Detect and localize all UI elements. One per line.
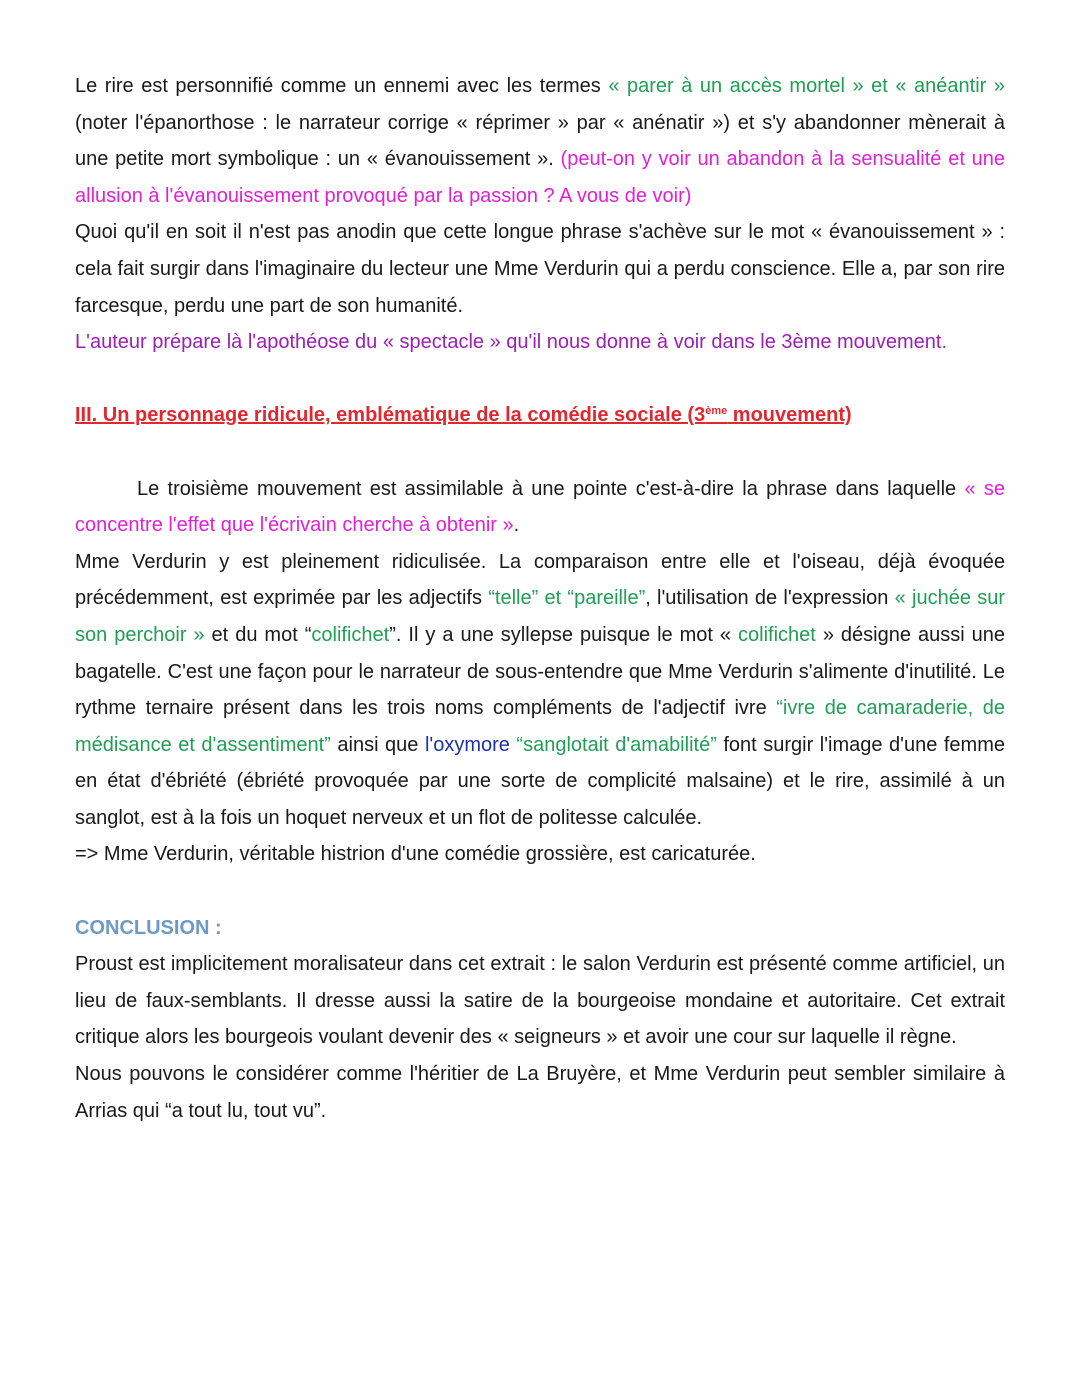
text-run: . [513,514,520,537]
document-page [75,68,1005,1129]
paragraph-pointe [75,471,1005,544]
text-run: et [863,75,896,97]
text-run: ”. Il y a une syllepse puisque le mot « [389,623,739,646]
term-oxymore: l'oxymore [424,733,510,756]
text-run: L'auteur prépare là l'apothéose du [75,331,383,354]
spacer [75,361,1005,398]
quote-spectacle: « spectacle » [382,331,501,354]
heading-main: III. Un personnage ridicule, emblématique de la comédie sociale (3 [75,404,706,427]
text-run: ainsi que [330,733,425,756]
text-run: Le troisième mouvement est assimilable à une pointe c'est-à-dire la phrase dans laquelle [137,477,965,500]
section-heading-text [75,404,852,426]
text-run: font surgir l'image d'une femme en état d'ébriété (ébriété provoquée par une sorte de complicité malsaine) et le rire, assimilé à un sanglot, est à la fois un hoquet nerveux et un flot de politesse calculée. [75,733,1005,829]
spacer [75,873,1005,910]
quote-perchoir: « juchée sur son perchoir » [75,587,1005,646]
text-run: (noter l'épanorthose : le narrateur corrige « réprimer » par « anénatir ») et s'y abandonner mènerait à une petite mort symbolique : un « évanouissement ». [75,111,1005,171]
paragraph-la-bruyere: Nous pouvons le considérer comme l'héritier de La Bruyère, et Mme Verdurin peut sembler similaire à Arrias qui “a tout lu, tout vu”. [75,1063,1005,1122]
quote-colifichet: colifichet [311,623,390,646]
text-run: Le rire est personnifié comme un ennemi avec les termes [75,75,609,97]
paragraph-conclusion: Proust est implicitement moralisateur dans cet extrait : le salon Verdurin est présenté comme artificiel, un lieu de faux-semblants. Il dresse aussi la satire de la bourgeoise mondaine et autoritaire. Cet extrait critique alors les bourgeois voulant devenir des « seigneurs » et avoir une cour sur laquelle il règne. [75,953,1005,1049]
text-run: Mme Verdurin y est pleinement ridiculisée. La comparaison entre elle et l'oiseau, déjà évoquée précédemment, est exprimée par les adjectifs [75,550,1005,610]
quote-sanglotait: “sanglotait d'amabilité” [516,733,717,756]
paragraph-ridicule [75,544,1005,837]
paragraph-histrion: => Mme Verdurin, véritable histrion d'une comédie grossière, est caricaturée. [75,843,756,866]
quote-telle-pareille: “telle” et “pareille” [488,587,646,610]
text-run: et du mot “ [204,623,312,646]
quote-aneantir: « anéantir » [895,75,1005,97]
side-note: (peut-on y voir un abandon à la sensualité et une allusion à l'évanouissement provoqué par la passion ? A vous de voir) [75,148,1005,207]
section-heading [75,397,1005,434]
paragraph-evanouissement: Quoi qu'il en soit il n'est pas anodin que cette longue phrase s'achève sur le mot « évanouissement » : cela fait surgir dans l'imaginaire du lecteur une Mme Verdurin qui a perdu conscience. Elle a, par son rire farcesque, perdu une part de son humanité. [75,221,1005,317]
quote-colifichet-2: colifichet [738,623,816,646]
text-run: qu'il nous donne à voir dans le 3ème mouvement. [500,331,948,354]
text-run: » désigne aussi une bagatelle. C'est une façon pour le narrateur de sous-entendre que Mme Verdurin s'alimente d'inutilité. Le rythme ternaire présent dans les trois noms compléments de l'adjectif ivre [75,623,1005,720]
paragraph-laughter-enemy [75,68,1005,214]
quote-definition: « se concentre l'effet que l'écrivain cherche à obtenir » [75,477,1005,537]
spacer [75,434,1005,471]
quote-parer: « parer à un accès mortel » [608,75,864,97]
heading-end: mouvement) [727,404,852,427]
heading-sup: ème [705,405,728,418]
quote-ivre: “ivre de camaraderie, de médisance et d'assentiment” [75,697,1005,756]
paragraph-apotheose [75,324,1005,361]
conclusion-title: CONCLUSION : [75,916,222,939]
text-run: , l'utilisation de l'expression [645,587,895,610]
